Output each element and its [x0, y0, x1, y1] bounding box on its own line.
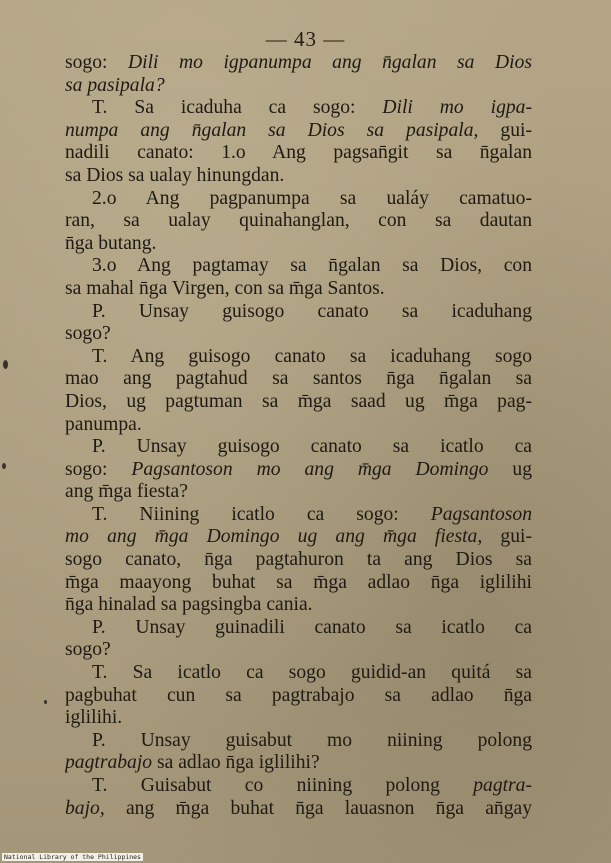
text-line — [65, 75, 532, 98]
text-line — [65, 233, 532, 256]
text-segment: mao ang pagtahud sa santos n̄ga n̄galan sa — [65, 368, 532, 390]
text-segment: T. Ang guisogo canato sa icaduhang sogo — [92, 345, 532, 367]
text-line — [65, 504, 532, 527]
italic-text-segment: sa pasipala? — [65, 74, 165, 96]
text-segment: n̄ga butang. — [65, 232, 157, 254]
italic-text-segment: mo ang m̄ga Domingo ug ang m̄ga fiesta, — [65, 526, 483, 548]
text-segment: iglilihi. — [65, 707, 123, 729]
text-line — [65, 775, 532, 798]
library-watermark: National Library of the Philippines — [4, 853, 141, 861]
page-body-text — [65, 52, 532, 820]
text-segment: m̄ga maayong buhat sa m̄ga adlao n̄ga iglilihi — [65, 571, 532, 593]
text-segment: sa adlao n̄ga iglilihi? — [152, 752, 320, 774]
text-line — [65, 685, 532, 708]
text-line — [65, 97, 532, 120]
text-segment: sogo: — [65, 52, 128, 73]
text-segment: gui- — [482, 526, 532, 548]
italic-text-segment: numpa ang n̄galan sa Dios sa pasipala, — [65, 119, 479, 141]
text-segment: P. Unsay guisogo canato sa icaduhang — [92, 300, 532, 322]
page-number: — 43 — — [265, 27, 346, 51]
text-line — [65, 707, 532, 730]
text-line — [65, 142, 532, 165]
text-line — [65, 414, 532, 437]
text-line — [65, 188, 532, 211]
italic-text-segment: Pagsantoson mo ang m̄ga Domingo — [131, 458, 489, 480]
text-line — [65, 120, 532, 143]
italic-text-segment: pagtra- — [473, 775, 532, 796]
text-segment: sogo? — [65, 639, 111, 661]
text-line — [65, 391, 532, 414]
text-line — [65, 662, 532, 685]
text-line — [65, 323, 532, 346]
text-line — [65, 278, 532, 301]
italic-text-segment: pagtrabajo — [65, 752, 153, 774]
page-blemish — [44, 700, 47, 704]
italic-text-segment: Dili mo igpanumpa ang n̄galan sa Dios — [128, 52, 532, 73]
text-segment: sogo canato, n̄ga pagtahuron ta ang Dios sa — [65, 549, 532, 571]
page-blemish — [3, 360, 8, 369]
text-segment: P. Unsay guisogo canato sa icatlo ca — [92, 436, 532, 458]
text-line — [65, 572, 532, 595]
text-segment: T. Guisabut co niining polong — [92, 775, 474, 796]
italic-text-segment: bajo, — [65, 797, 105, 819]
text-line — [65, 617, 532, 640]
text-segment: T. Sa icaduha ca sogo: — [92, 97, 383, 119]
page-blemish — [2, 463, 6, 469]
text-segment: T. Sa icatlo ca sogo guidid-an quitá sa — [92, 662, 532, 684]
text-segment: 2.o Ang pagpanumpa sa ualáy camatuo- — [92, 187, 532, 209]
text-line — [65, 481, 532, 504]
text-segment: panumpa. — [65, 413, 142, 435]
text-line — [65, 752, 532, 775]
text-segment: T. Niining icatlo ca sogo: — [92, 503, 431, 525]
text-segment: P. Unsay guinadili canato sa icatlo ca — [92, 616, 532, 638]
text-segment: sa Dios sa ualay hinungdan. — [65, 164, 285, 186]
text-segment: 3.o Ang pagtamay sa n̄galan sa Dios, con — [92, 255, 532, 277]
text-line — [65, 210, 532, 233]
text-line — [65, 368, 532, 391]
text-line — [65, 52, 532, 75]
text-segment: ug — [488, 458, 532, 480]
text-line — [65, 549, 532, 572]
text-segment: gui- — [478, 119, 532, 141]
italic-text-segment: Dili mo igpa- — [382, 97, 532, 119]
text-line — [65, 301, 532, 324]
text-segment: sa mahal n̄ga Virgen, con sa m̄ga Santos. — [65, 277, 385, 299]
text-segment: ran, sa ualay quinahanglan, con sa dautan — [65, 210, 532, 232]
text-line — [65, 165, 532, 188]
text-segment: ang m̄ga buhat n̄ga lauasnon n̄ga an̄gay — [104, 797, 532, 819]
text-line — [65, 255, 532, 278]
text-segment: pagbuhat cun sa pagtrabajo sa adlao n̄ga — [65, 684, 532, 706]
text-segment: P. Unsay guisabut mo niining polong — [92, 729, 532, 751]
text-line — [65, 436, 532, 459]
text-line — [65, 526, 532, 549]
text-line — [65, 730, 532, 753]
text-segment: sogo: — [65, 458, 132, 480]
text-line — [65, 346, 532, 369]
text-line — [65, 639, 532, 662]
text-segment: Dios, ug pagtuman sa m̄ga saad ug m̄ga pag- — [65, 390, 532, 412]
text-segment: n̄ga hinalad sa pagsingba cania. — [65, 594, 313, 616]
text-line — [65, 594, 532, 617]
text-line — [65, 459, 532, 482]
text-line — [65, 798, 532, 821]
text-segment: nadili canato: 1.o Ang pagsan̄git sa n̄galan — [65, 142, 532, 164]
text-segment: sogo? — [65, 323, 111, 345]
italic-text-segment: Pagsantoson — [430, 503, 532, 525]
text-segment: ang m̄ga fiesta? — [65, 481, 188, 503]
